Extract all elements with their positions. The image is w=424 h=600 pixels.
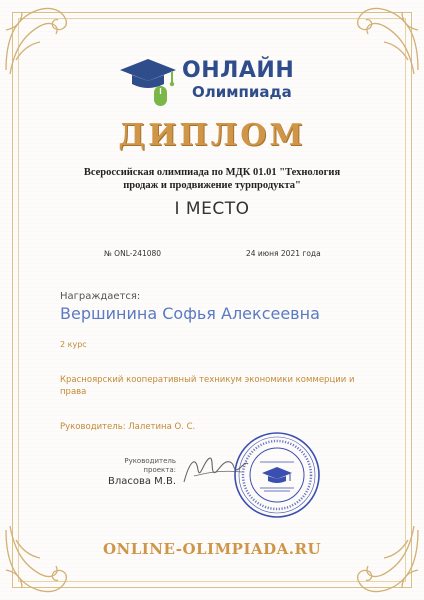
graduation-cap-mouse-icon: [118, 50, 178, 110]
recipient-name: Вершинина Софья Алексеевна: [60, 304, 320, 323]
institution-name: Красноярский кооперативный техникум экономики коммерции и права: [60, 375, 355, 397]
place-award: I МЕСТО: [174, 199, 250, 219]
project-head-name: Власова М.В.: [107, 476, 176, 487]
course-label: 2 курс: [60, 340, 87, 349]
logo-line-2: Олимпиада: [192, 83, 292, 101]
website-footer: ONLINE-OLIMPIADA.RU: [102, 540, 322, 558]
ornament-corner-icon: [344, 520, 424, 600]
project-head-label: Руководитель проекта:: [124, 457, 176, 474]
olympiad-name: Всероссийская олимпиада по МДК 01.01 "Технология продаж и продвижение турпродукта": [83, 167, 341, 191]
diploma-number: № ONL-241080: [104, 249, 162, 258]
diploma-title: ДИПЛОМ: [118, 118, 306, 153]
supervisor-label: Руководитель: Лалетина О. С.: [60, 422, 196, 432]
official-stamp-icon: [232, 430, 322, 520]
olympiad-logo: [118, 50, 308, 110]
awarded-label: Награждается:: [60, 291, 141, 302]
ornament-corner-icon: [0, 520, 80, 600]
issue-date: 24 июня 2021 года: [246, 249, 321, 258]
ornament-corner-icon: [344, 0, 424, 80]
logo-line-1: ОНЛАЙН: [182, 58, 295, 83]
ornament-corner-icon: [0, 0, 80, 80]
